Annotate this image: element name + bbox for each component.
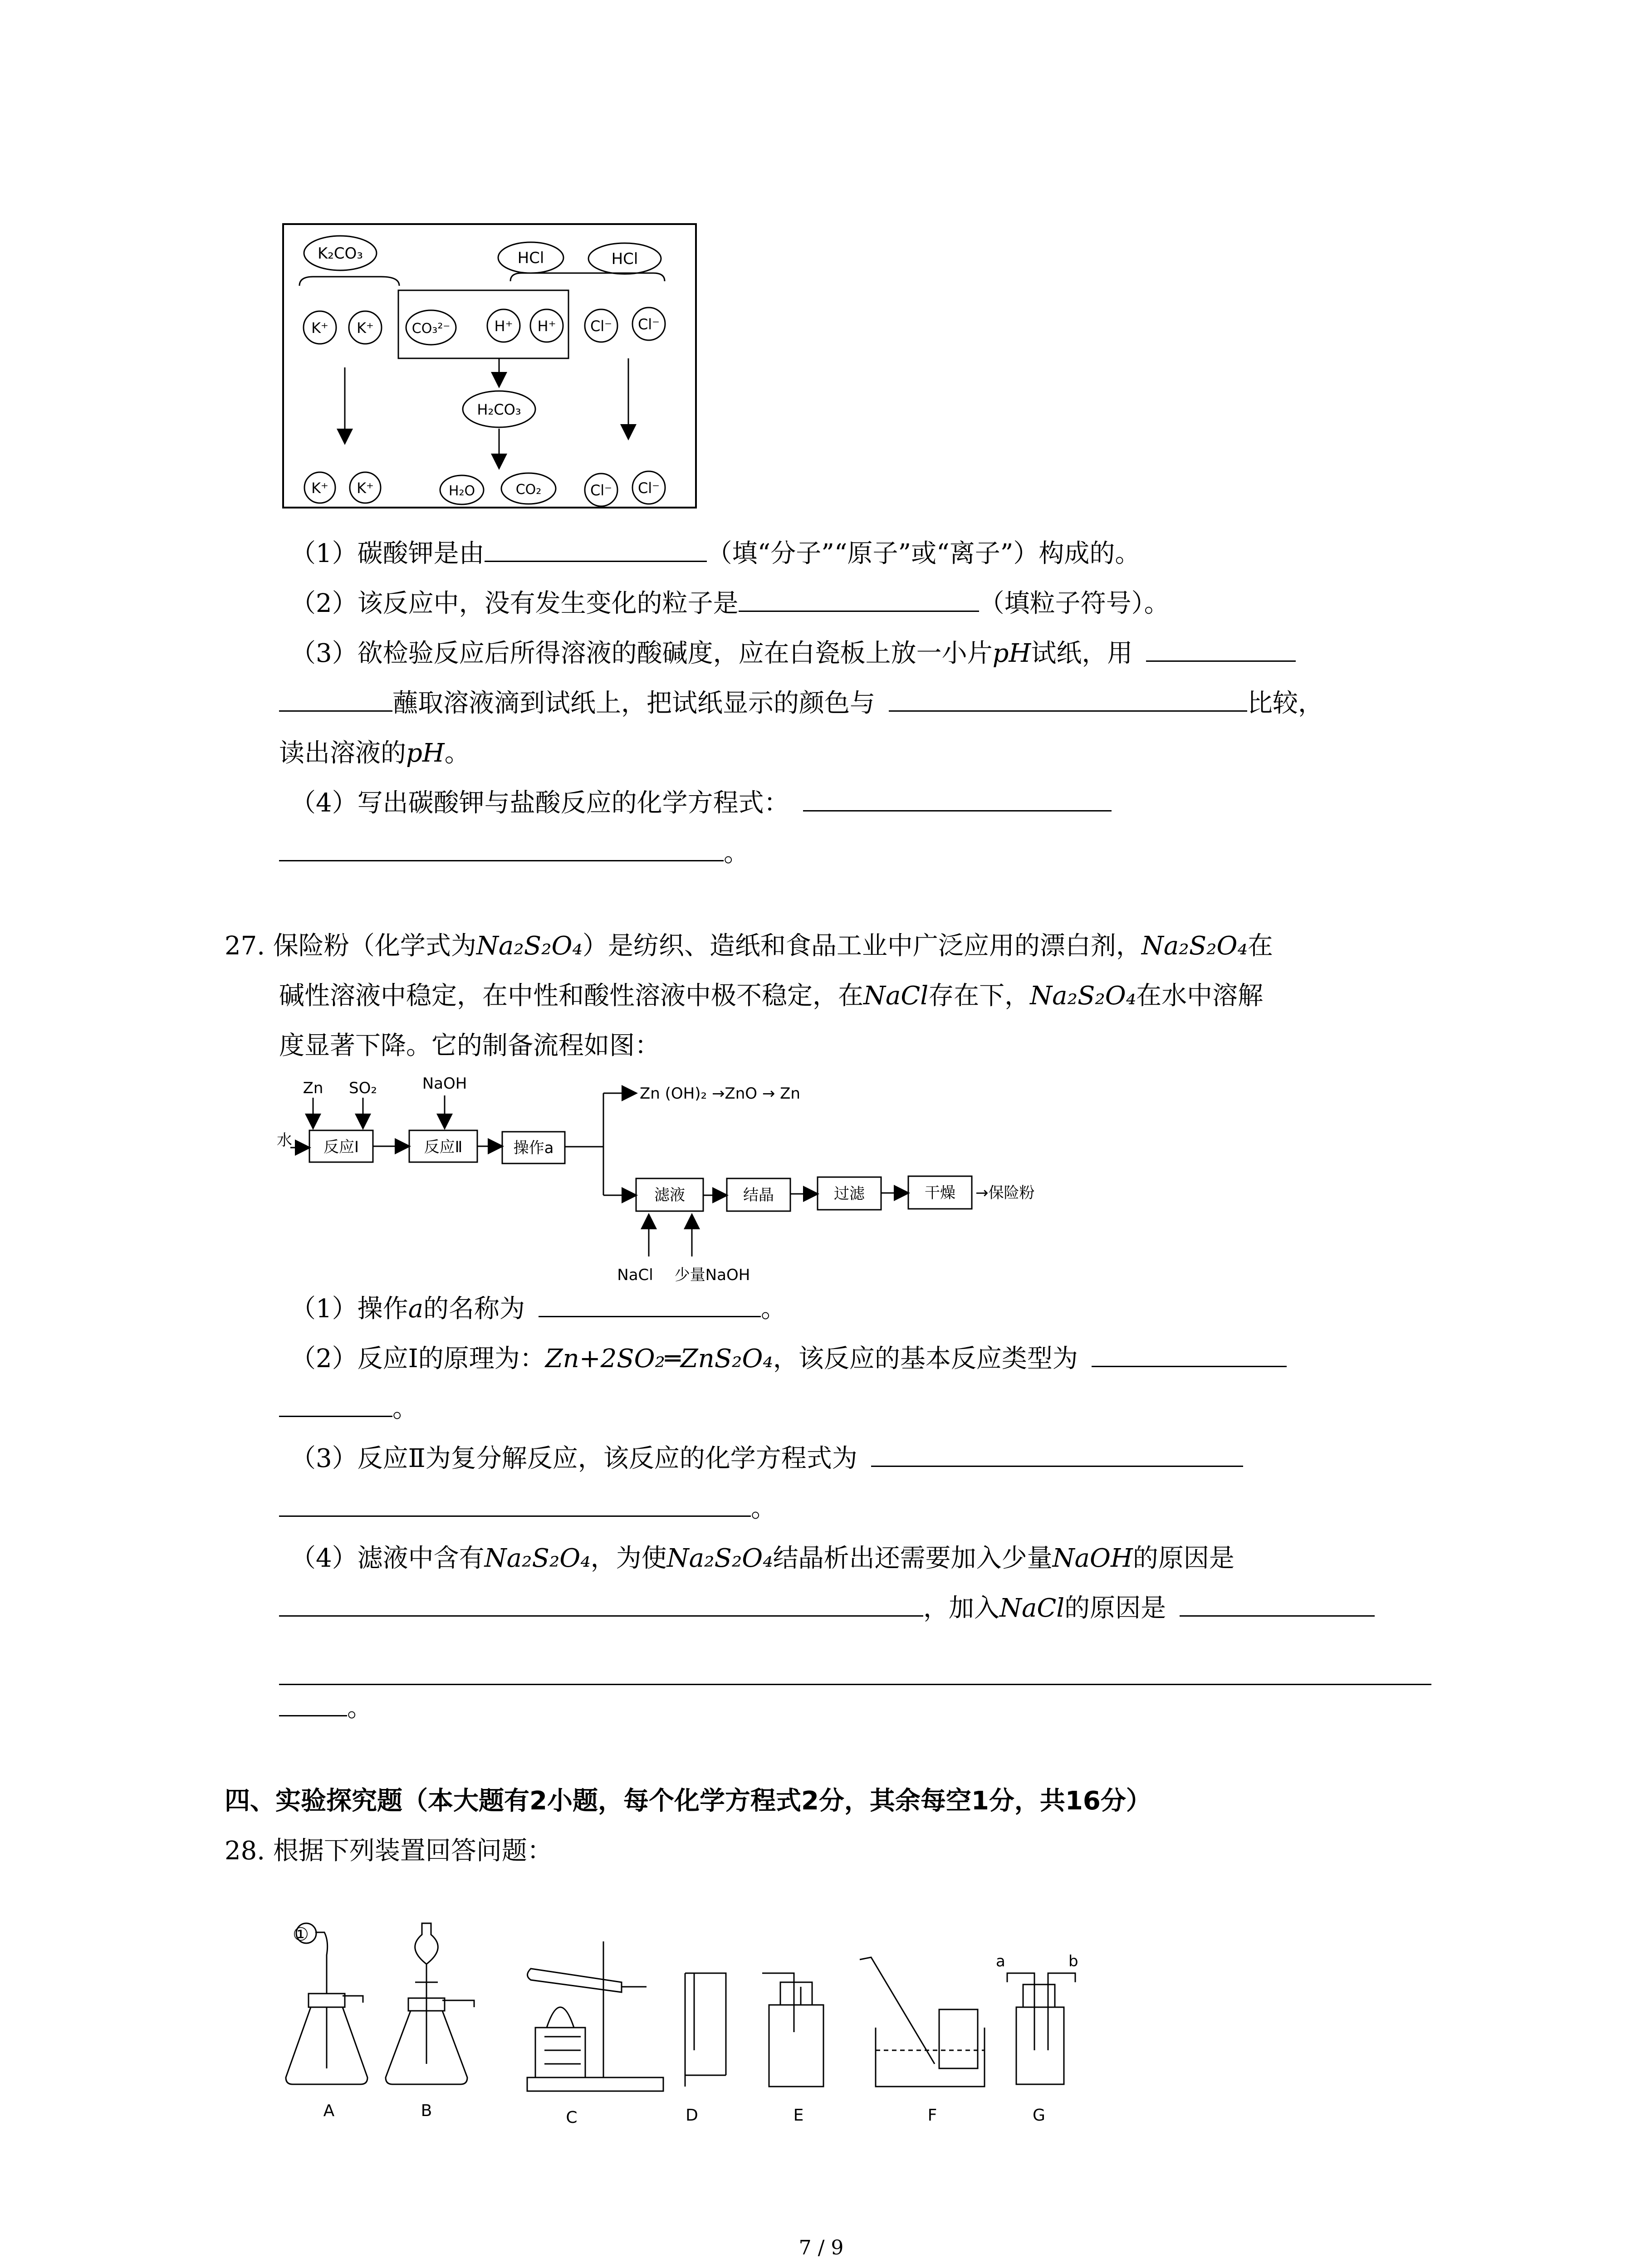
- flow-reaction-1: 反应Ⅰ: [323, 1138, 359, 1156]
- q27-blank-1[interactable]: [539, 1293, 761, 1317]
- q27-part4-line4: 。: [279, 1692, 372, 1725]
- q27-number: 27.: [225, 931, 265, 961]
- q27-part2-line2: 。: [279, 1393, 418, 1425]
- co2-molecule: CO₂: [515, 482, 542, 498]
- q27-blank-3b[interactable]: [279, 1493, 751, 1517]
- k2co3-label: K₂CO₃: [317, 244, 363, 263]
- flow-water: 水: [277, 1131, 292, 1149]
- flow-reaction-2: 反应Ⅱ: [424, 1138, 463, 1156]
- hcl-label-1: HCl: [517, 249, 544, 267]
- flow-zinc-products: Zn (OH)₂ →ZnO → Zn: [640, 1085, 800, 1103]
- q27-line1: 27. 保险粉（化学式为Na₂S₂O₄）是纺织、造纸和食品工业中广泛应用的漂白剂，Na₂S₂O₄在: [225, 931, 1273, 961]
- funnel-label-1: ①: [293, 1924, 309, 1945]
- cl-ion-3: Cl⁻: [590, 482, 612, 499]
- apparatus-label-b: B: [421, 2102, 432, 2120]
- q27-blank-2a[interactable]: [1092, 1343, 1287, 1367]
- apparatus-label-c: C: [566, 2108, 578, 2127]
- q27-part4-line1: （4）滤液中含有Na₂S₂O₄，为使Na₂S₂O₄结晶析出还需要加入少量NaOH的原因是: [290, 1544, 1234, 1573]
- apparatus-label-f: F: [927, 2106, 937, 2125]
- q28-number: 28.: [225, 1836, 265, 1866]
- apparatus-label-a: A: [323, 2102, 335, 2120]
- section-4-heading: 四、实验探究题（本大题有2小题，每个化学方程式2分，其余每空1分，共16分）: [225, 1786, 1151, 1816]
- port-label-a: a: [996, 1952, 1005, 1970]
- q26-part4-line1: （4）写出碳酸钾与盐酸反应的化学方程式：: [290, 787, 1112, 820]
- h-ion-2: H⁺: [537, 318, 556, 335]
- cl-ion-2: Cl⁻: [637, 316, 660, 333]
- q27-part4-line2: ，加入NaCl的原因是: [279, 1592, 1375, 1625]
- q27-part3-line1: （3）反应Ⅱ为复分解反应，该反应的化学方程式为: [290, 1442, 1243, 1475]
- ion-reaction-diagram: [281, 222, 699, 510]
- flow-naoh: NaOH: [422, 1075, 467, 1093]
- apparatus-figure: [272, 1914, 1089, 2141]
- port-label-b: b: [1068, 1952, 1078, 1970]
- page-number: 7 / 9: [798, 2236, 844, 2259]
- flow-product: →保险粉: [975, 1184, 1035, 1202]
- carbonic-acid: H₂CO₃: [477, 401, 521, 418]
- q27-blank-4c[interactable]: [279, 1684, 1431, 1685]
- q28-stem: 28. 根据下列装置回答问题：: [225, 1836, 553, 1866]
- q26-blank-3c[interactable]: [889, 688, 1247, 712]
- q27-blank-3a[interactable]: [871, 1443, 1243, 1467]
- q26-blank-2[interactable]: [739, 588, 979, 612]
- flow-crystallize: 结晶: [743, 1186, 774, 1204]
- k-ion-1: K⁺: [311, 319, 328, 337]
- flow-so2: SO₂: [349, 1079, 377, 1097]
- q26-part3-line2: 蘸取溶液滴到试纸上，把试纸显示的颜色与 比较，: [279, 687, 1323, 720]
- q26-blank-4a[interactable]: [803, 787, 1112, 811]
- cl-ion-1: Cl⁻: [590, 318, 612, 335]
- q27-part3-line2: 。: [279, 1492, 776, 1525]
- flow-filtrate: 滤液: [654, 1186, 685, 1204]
- flow-naoh-input: 少量NaOH: [674, 1266, 750, 1284]
- apparatus-label-g: G: [1033, 2106, 1045, 2125]
- q26-part3-line1: （3）欲检验反应后所得溶液的酸碱度，应在白瓷板上放一小片pH试纸，用: [290, 637, 1296, 670]
- q27-blank-4a[interactable]: [279, 1593, 923, 1617]
- h-ion-1: H⁺: [494, 318, 513, 335]
- q26-part4-line2: 。: [279, 837, 749, 870]
- flow-operation-a: 操作a: [513, 1139, 554, 1157]
- flow-dry: 干燥: [925, 1184, 955, 1202]
- q26-blank-3a[interactable]: [1146, 638, 1296, 662]
- k-ion-2: K⁺: [357, 319, 374, 337]
- carbonate-ion: CO₃²⁻: [411, 321, 451, 337]
- cl-ion-4: Cl⁻: [637, 479, 660, 497]
- apparatus-label-d: D: [686, 2106, 698, 2125]
- q27-line3: 度显著下降。它的制备流程如图：: [279, 1031, 660, 1061]
- q26-blank-3b[interactable]: [279, 688, 392, 712]
- q26-part3-line3: 读出溶液的pH。: [279, 738, 470, 768]
- preparation-flow-chart: [277, 1075, 1089, 1284]
- q26-part1: （1）碳酸钾是由 （填“分子”“原子”或“离子”）构成的。: [290, 539, 1141, 568]
- hcl-label-2: HCl: [611, 250, 638, 268]
- flow-filter: 过滤: [834, 1185, 865, 1203]
- q26-blank-4b[interactable]: [279, 837, 724, 861]
- flow-nacl-input: NaCl: [617, 1266, 653, 1284]
- k-ion-4: K⁺: [357, 479, 374, 497]
- flow-zn: Zn: [303, 1079, 323, 1097]
- q27-part2-line1: （2）反应Ⅰ的原理为：Zn+2SO₂═ZnS₂O₄，该反应的基本反应类型为: [290, 1343, 1287, 1375]
- q27-blank-4d[interactable]: [279, 1692, 347, 1716]
- q27-blank-2b[interactable]: [279, 1393, 392, 1417]
- k-ion-3: K⁺: [311, 479, 328, 497]
- q27-line2: 碱性溶液中稳定，在中性和酸性溶液中极不稳定，在NaCl存在下，Na₂S₂O₄在水中溶解: [279, 981, 1264, 1011]
- q26-blank-1[interactable]: [485, 538, 707, 562]
- q27-blank-4b[interactable]: [1180, 1593, 1375, 1617]
- apparatus-label-e: E: [793, 2106, 804, 2125]
- water-molecule: H₂O: [448, 483, 475, 499]
- q26-part2: （2）该反应中，没有发生变化的粒子是 （填粒子符号）。: [290, 589, 1170, 618]
- q27-part1: （1）操作a的名称为 。: [290, 1294, 787, 1324]
